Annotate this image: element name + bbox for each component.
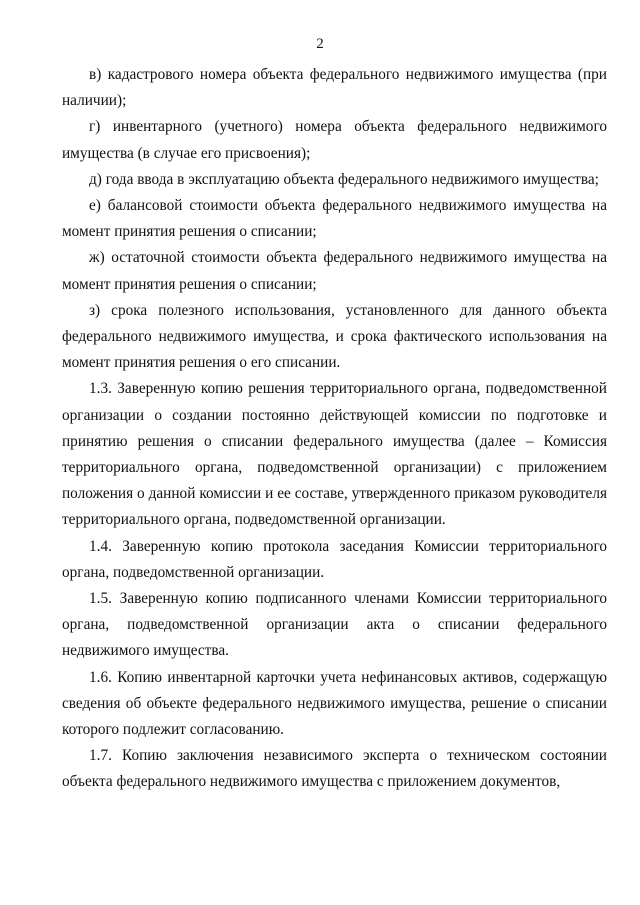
paragraph-1-4: 1.4. Заверенную копию протокола заседания Комиссии территориального органа, подведомственной организации. <box>62 537 607 581</box>
paragraph-1-3: 1.3. Заверенную копию решения территориального органа, подведомственной организации о создании постоянно действующей комиссии по подготовке и принятию решения о списании федерального имущества (далее – Комиссия территориального органа, подведомственной организации) с приложением положения о данной комиссии и ее составе, утвержденного приказом руководителя территориального органа, подведомственной организации. <box>62 380 607 529</box>
list-item-zh: ж) остаточной стоимости объекта федерального недвижимого имущества на момент принятия решения о списании; <box>62 249 607 293</box>
list-item-z: з) срока полезного использования, установленного для данного объекта федерального недвижимого имущества, и срока фактического использования на момент принятия решения о его списании. <box>62 301 607 372</box>
list-item-v: в) кадастрового номера объекта федерального недвижимого имущества (при наличии); <box>62 66 607 110</box>
list-item-d: д) года ввода в эксплуатацию объекта федерального недвижимого имущества; <box>89 170 599 188</box>
paragraph-1-7: 1.7. Копию заключения независимого эксперта о техническом состоянии объекта федерального недвижимого имущества с приложением документов, <box>62 747 607 791</box>
list-item-g: г) инвентарного (учетного) номера объекта федерального недвижимого имущества (в случае его присвоения); <box>62 118 607 162</box>
paragraph-1-6: 1.6. Копию инвентарной карточки учета нефинансовых активов, содержащую сведения об объекте федерального недвижимого имущества, решение о списании которого подлежит согласованию. <box>62 668 607 739</box>
list-item-e: е) балансовой стоимости объекта федерального недвижимого имущества на момент принятия решения о списании; <box>62 197 607 241</box>
page-number: 2 <box>316 36 324 52</box>
paragraph-1-5: 1.5. Заверенную копию подписанного членами Комиссии территориального органа, подведомственной организации акта о списании федерального недвижимого имущества. <box>62 590 607 660</box>
document-body <box>62 62 607 796</box>
